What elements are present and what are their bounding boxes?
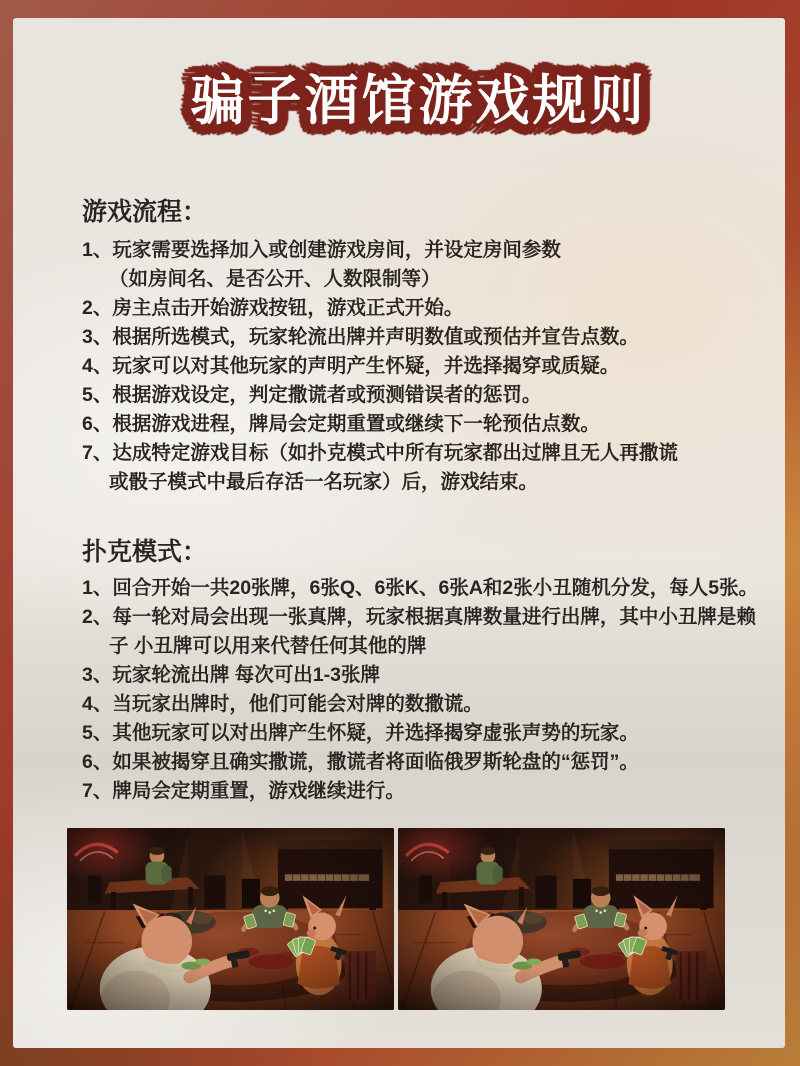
rule-line: 6、根据游戏进程，牌局会定期重置或继续下一轮预估点数。	[82, 413, 600, 435]
poster-page	[13, 18, 785, 1048]
rule-line: 1、回合开始一共20张牌，6张Q、6张K、6张A和2张小丑随机分发，每人5张。	[82, 577, 759, 599]
rule-line: 6、如果被揭穿且确实撒谎，撒谎者将面临俄罗斯轮盘的“惩罚”。	[82, 751, 639, 773]
game-screenshot-left	[67, 828, 394, 1010]
rule-line: 2、每一轮对局会出现一张真牌，玩家根据真牌数量进行出牌，其中小丑牌是赖	[82, 606, 756, 628]
game-screenshot-right	[398, 828, 725, 1010]
rule-line: （如房间名、是否公开、人数限制等）	[109, 268, 441, 290]
rule-line: 或骰子模式中最后存活一名玩家）后，游戏结束。	[109, 471, 539, 493]
rule-line: 子 小丑牌可以用来代替任何其他的牌	[109, 635, 427, 657]
poster-content	[13, 58, 785, 1048]
rule-line: 5、其他玩家可以对出牌产生怀疑，并选择揭穿虚张声势的玩家。	[82, 722, 639, 744]
section-heading-game-flow: 游戏流程：	[82, 198, 208, 226]
rules-list-poker-mode	[82, 574, 759, 806]
screenshot-gallery	[67, 828, 725, 1010]
rules-list-game-flow	[82, 236, 755, 497]
rule-line: 3、玩家轮流出牌 每次可出1-3张牌	[82, 664, 380, 686]
rule-line: 7、达成特定游戏目标（如扑克模式中所有玩家都出过牌且无人再撒谎	[82, 442, 678, 464]
rule-line: 4、当玩家出牌时，他们可能会对牌的数撒谎。	[82, 693, 483, 715]
page-title: 骗子酒馆游戏规则	[190, 71, 647, 131]
rule-line: 7、牌局会定期重置，游戏继续进行。	[82, 780, 405, 802]
rule-line: 3、根据所选模式，玩家轮流出牌并声明数值或预估并宣告点数。	[82, 326, 639, 348]
section-heading-poker-mode: 扑克模式：	[82, 538, 208, 566]
rule-line: 4、玩家可以对其他玩家的声明产生怀疑，并选择揭穿或质疑。	[82, 355, 620, 377]
rule-line: 5、根据游戏设定，判定撒谎者或预测错误者的惩罚。	[82, 384, 542, 406]
rule-line: 2、房主点击开始游戏按钮，游戏正式开始。	[82, 297, 464, 319]
rule-line: 1、玩家需要选择加入或创建游戏房间，并设定房间参数	[82, 239, 561, 261]
